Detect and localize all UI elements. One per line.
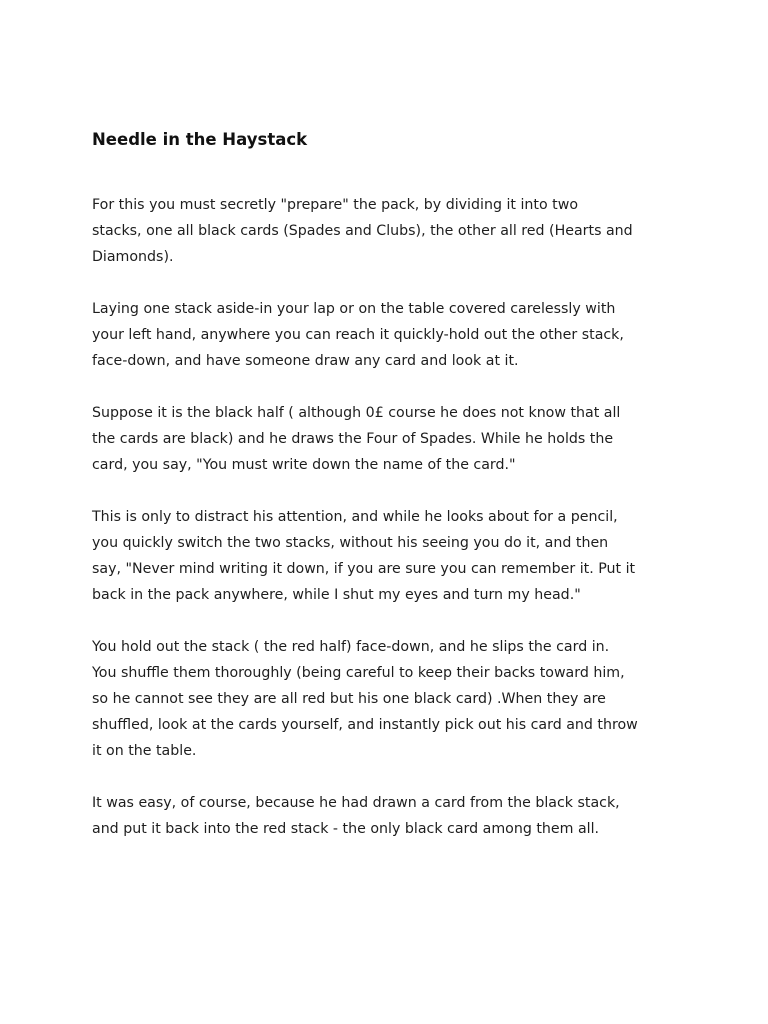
- paragraph: [92, 790, 692, 842]
- text-line: shuffled, look at the cards yourself, and instantly pick out his card and throw: [92, 717, 638, 733]
- paragraph: [92, 634, 692, 764]
- paragraph: [92, 192, 692, 270]
- text-line: your left hand, anywhere you can reach it quickly-hold out the other stack,: [92, 327, 624, 343]
- paragraph: [92, 400, 692, 478]
- text-line: and put it back into the red stack - the only black card among them all.: [92, 821, 600, 837]
- text-line: You shuffle them thoroughly (being careful to keep their backs toward him,: [92, 665, 625, 681]
- text-line: so he cannot see they are all red but his one black card) .When they are: [92, 691, 606, 707]
- text-line: Laying one stack aside-in your lap or on the table covered carelessly with: [92, 301, 616, 317]
- text-line: the cards are black) and he draws the Four of Spades. While he holds the: [92, 431, 614, 447]
- text-line: you quickly switch the two stacks, without his seeing you do it, and then: [92, 535, 609, 551]
- paragraph: [92, 296, 692, 374]
- text-line: This is only to distract his attention, and while he looks about for a pencil,: [92, 509, 618, 525]
- text-line: it on the table.: [92, 743, 197, 759]
- document-body: [92, 192, 692, 868]
- text-line: stacks, one all black cards (Spades and Clubs), the other all red (Hearts and: [92, 223, 633, 239]
- text-line: Diamonds).: [92, 249, 174, 265]
- text-line: For this you must secretly "prepare" the pack, by dividing it into two: [92, 197, 579, 213]
- text-line: Suppose it is the black half ( although 0£ course he does not know that all: [92, 405, 621, 421]
- text-line: face-down, and have someone draw any card and look at it.: [92, 353, 519, 369]
- text-line: card, you say, "You must write down the name of the card.": [92, 457, 516, 473]
- text-line: You hold out the stack ( the red half) face-down, and he slips the card in.: [92, 639, 610, 655]
- page-title: Needle in the Haystack: [92, 130, 308, 149]
- text-line: back in the pack anywhere, while I shut my eyes and turn my head.": [92, 587, 581, 603]
- paragraph: [92, 504, 692, 608]
- text-line: It was easy, of course, because he had drawn a card from the black stack,: [92, 795, 620, 811]
- text-line: say, "Never mind writing it down, if you are sure you can remember it. Put it: [92, 561, 636, 577]
